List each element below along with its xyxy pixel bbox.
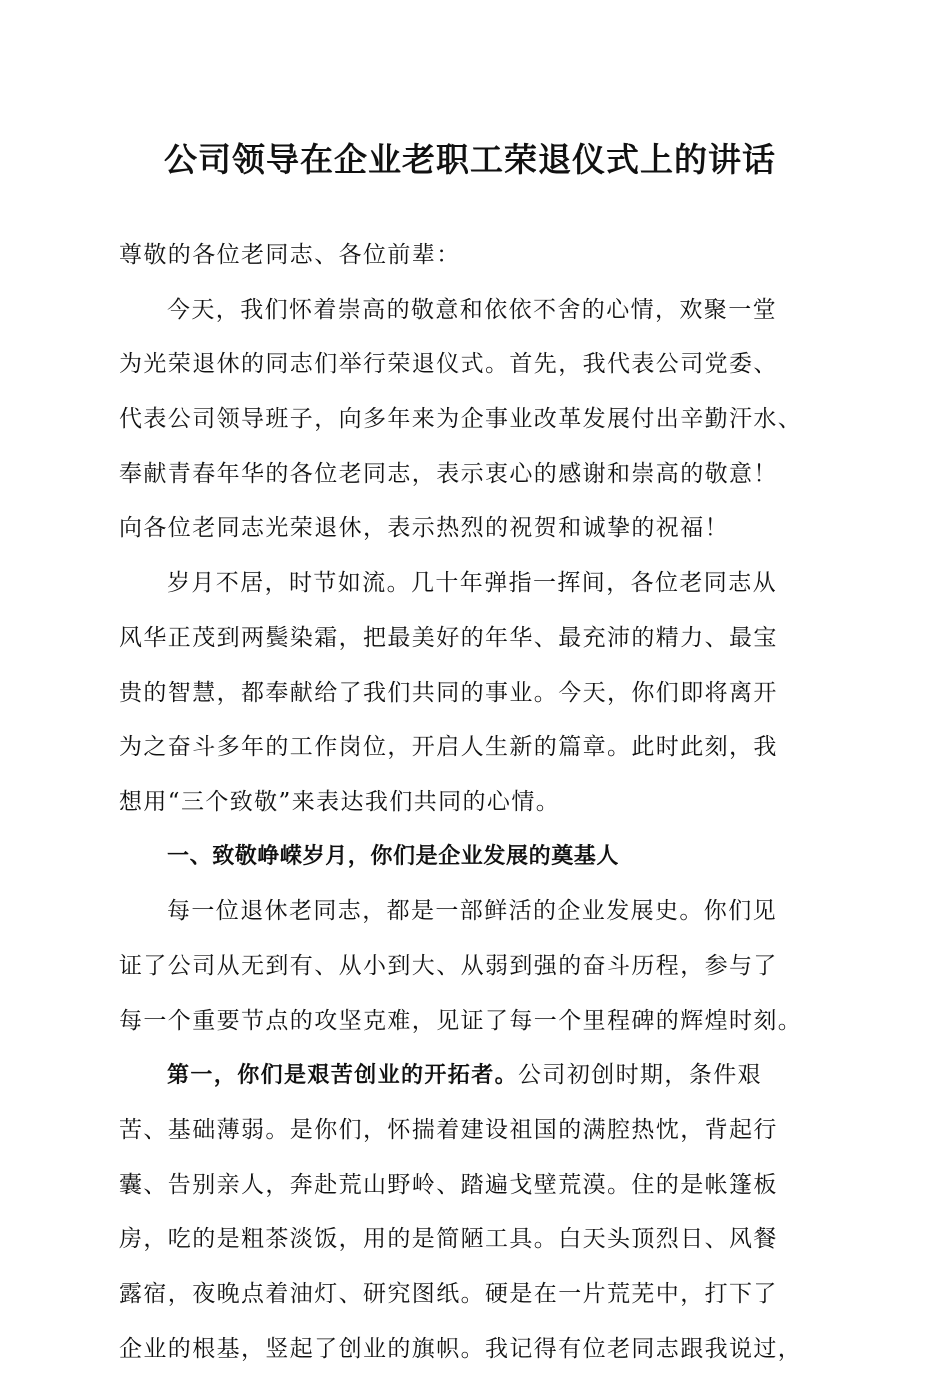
paragraph-line: 囊、告别亲人，奔赴荒山野岭、踏遍戈壁荒漠。住的是帐篷板 — [119, 1171, 778, 1198]
paragraph-line: 代表公司领导班子，向多年来为企事业改革发展付出辛勤汗水、 — [119, 406, 803, 433]
lead-phrase: 第一，你们是艰苦创业的开拓者。 — [167, 1063, 519, 1089]
paragraph-line: 房，吃的是粗茶淡饭，用的是简陋工具。白天头顶烈日、风餐 — [119, 1226, 778, 1253]
paragraph-line: 岁月不居，时节如流。几十年弹指一挥间，各位老同志从 — [167, 570, 777, 597]
salutation: 尊敬的各位老同志、各位前辈： — [119, 242, 461, 268]
page-title: 公司领导在企业老职工荣退仪式上的讲话 — [164, 140, 776, 179]
paragraph-line: 证了公司从无到有、从小到大、从弱到强的奋斗历程，参与了 — [119, 952, 778, 979]
paragraph-line: 风华正茂到两鬓染霜，把最美好的年华、最充沛的精力、最宝 — [119, 624, 778, 651]
paragraph-line: 为之奋斗多年的工作岗位，开启人生新的篇章。此时此刻，我 — [119, 734, 778, 761]
paragraph-line: 苦、基础薄弱。是你们，怀揣着建设祖国的满腔热忱，背起行 — [119, 1117, 778, 1143]
paragraph-line: 每一位退休老同志，都是一部鲜活的企业发展史。你们见 — [167, 898, 777, 925]
paragraph-text: 公司初创时期，条件艰 — [518, 1062, 763, 1089]
paragraph-line: 为光荣退休的同志们举行荣退仪式。首先，我代表公司党委、 — [119, 351, 778, 378]
paragraph-line: 贵的智慧，都奉献给了我们共同的事业。今天，你们即将离开 — [119, 679, 778, 706]
paragraph-line: 想用“三个致敬”来表达我们共同的心情。 — [119, 788, 561, 815]
paragraph-line: 企业的根基，竖起了创业的旗帜。我记得有位老同志跟我说过， — [119, 1335, 803, 1362]
paragraph-line: 奉献青春年华的各位老同志，表示衷心的感谢和崇高的敬意！ — [119, 460, 778, 487]
paragraph-line: 今天，我们怀着崇高的敬意和依依不舍的心情，欢聚一堂 — [167, 296, 777, 323]
paragraph-line — [119, 1048, 839, 1103]
speech-body — [119, 228, 839, 1376]
paragraph-line: 露宿，夜晚点着油灯、研究图纸。硬是在一片荒芜中，打下了 — [119, 1281, 778, 1308]
section-heading: 一、致敬峥嵘岁月，你们是企业发展的奠基人 — [167, 843, 620, 869]
paragraph-line: 每一个重要节点的攻坚克难，见证了每一个里程碑的辉煌时刻。 — [119, 1007, 803, 1034]
paragraph-line: 向各位老同志光荣退休，表示热烈的祝贺和诚挚的祝福！ — [119, 515, 729, 542]
